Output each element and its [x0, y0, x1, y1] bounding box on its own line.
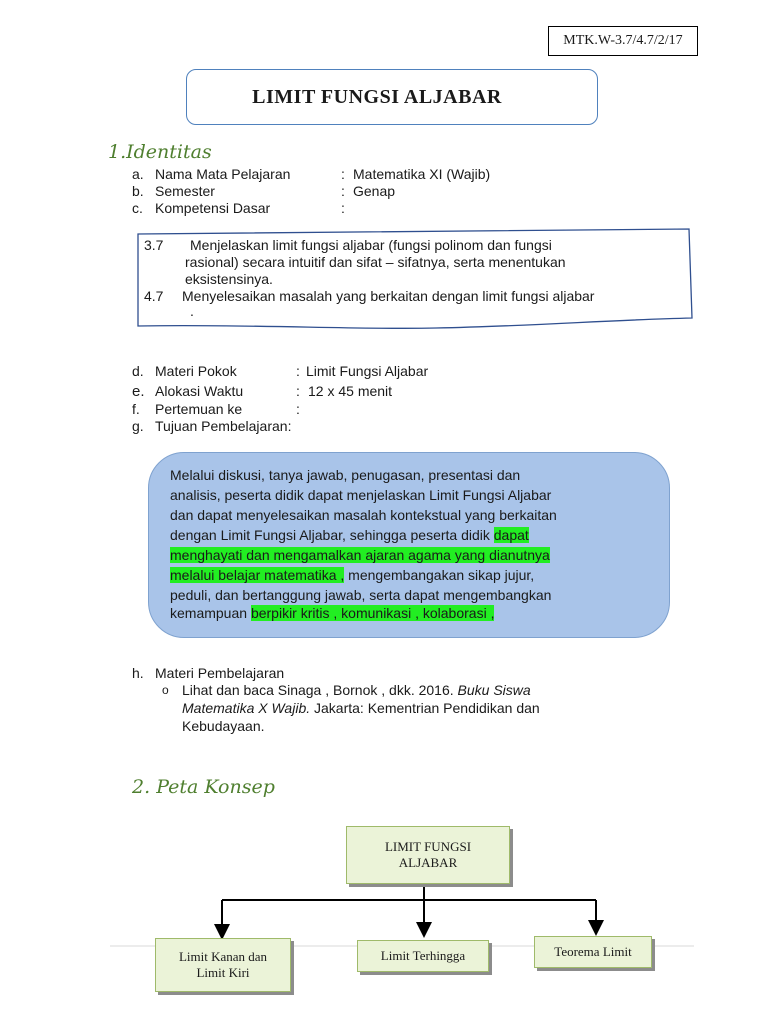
section-2-heading [132, 776, 275, 798]
kd-2-line: . [190, 303, 194, 319]
kd-2-number: 4.7 [144, 288, 164, 304]
document-code: MTK.W-3.7/4.7/2/17 [563, 33, 683, 48]
section-1-heading [108, 141, 212, 163]
title-box [186, 69, 598, 125]
kd-2-line: Menyelesaikan masalah yang berkaitan dengan limit fungsi aljabar [182, 288, 595, 304]
concept-root: LIMIT FUNGSI ALJABAR [346, 826, 510, 884]
highlighted-text: melalui belajar matematika , [170, 567, 345, 583]
document-code-box [548, 26, 698, 56]
kd-1-line: Menjelaskan limit fungsi aljabar (fungsi polinom dan fungsi [190, 237, 552, 253]
section-1-number: 1. [108, 141, 127, 163]
highlighted-text: dapat [493, 527, 529, 543]
section-2-title: Peta Konsep [156, 776, 275, 798]
kd-1-line: eksistensinya. [185, 271, 273, 287]
kd-1-number: 3.7 [144, 237, 164, 253]
bullet-icon: o [162, 683, 169, 697]
concept-child-teorema-limit: Teorema Limit [534, 936, 652, 968]
section-1-title: Identitas [126, 141, 212, 163]
concept-child-limit-kanan-kiri: Limit Kanan dan Limit Kiri [155, 938, 291, 992]
kd-1-line: rasional) secara intuitif dan sifat – sifatnya, serta menentukan [185, 254, 566, 270]
concept-child-limit-terhingga: Limit Terhingga [357, 940, 489, 972]
page-title: LIMIT FUNGSI ALJABAR [252, 85, 502, 108]
kompetensi-dasar-box [136, 228, 694, 332]
highlighted-text: berpikir kritis , komunikasi , kolaborasi , [250, 605, 495, 621]
section-2-number: 2. [132, 776, 151, 798]
highlighted-text: menghayati dan mengamalkan ajaran agama yang dianutnya [170, 547, 550, 563]
